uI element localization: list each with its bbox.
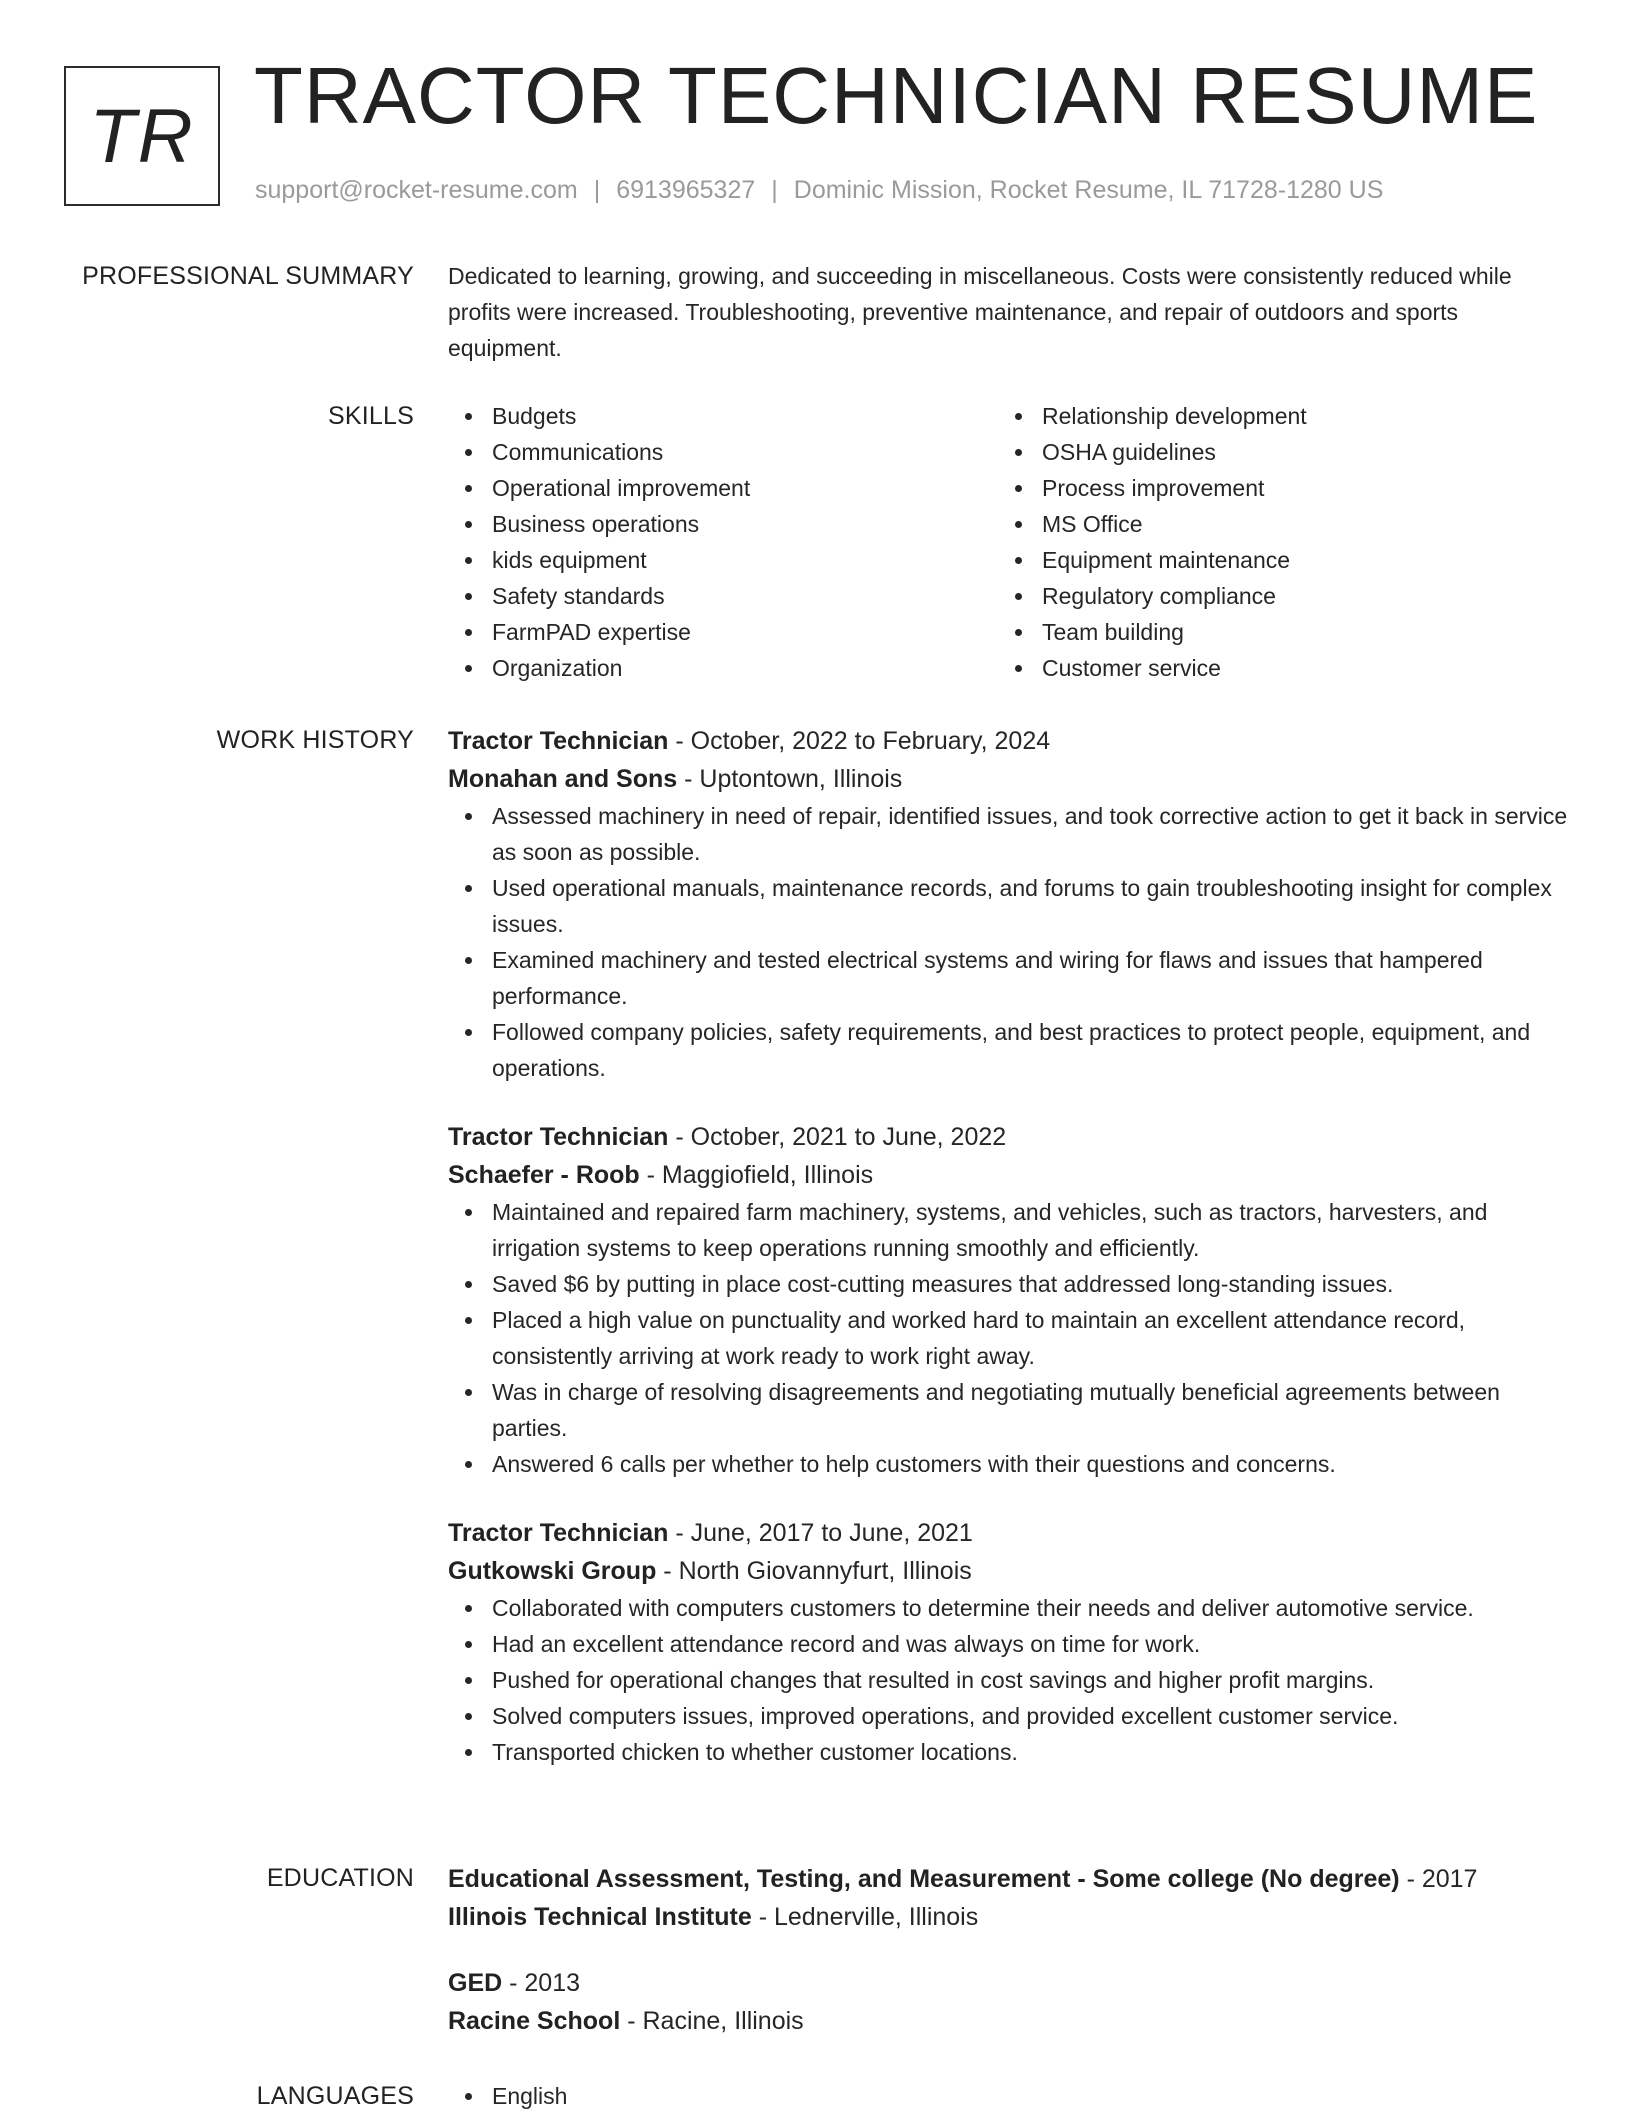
job-bullets — [448, 798, 1578, 1086]
job-location: - Maggiofield, Illinois — [639, 1161, 874, 1189]
section-label-skills: SKILLS — [328, 402, 414, 430]
job-company-line — [448, 1552, 1578, 1590]
skill-item: Communications — [448, 434, 998, 470]
skills-column-1 — [448, 398, 998, 686]
skill-item: Organization — [448, 650, 998, 686]
job-dates: - October, 2021 to June, 2022 — [668, 1123, 1007, 1151]
education-location: - Racine, Illinois — [620, 2007, 804, 2035]
job-bullet: Maintained and repaired farm machinery, systems, and vehicles, such as tractors, harvesters, and irrigation systems to keep operations running smoothly and efficiently. — [448, 1194, 1578, 1266]
job-bullet: Collaborated with computers customers to determine their needs and deliver automotive service. — [448, 1590, 1578, 1626]
job-location: - North Giovannyfurt, Illinois — [656, 1557, 972, 1585]
job-bullet: Pushed for operational changes that resulted in cost savings and higher profit margins. — [448, 1662, 1578, 1698]
job-title-line — [448, 1118, 1578, 1156]
job-location: - Uptontown, Illinois — [677, 765, 903, 793]
education-entry — [448, 1860, 1578, 1936]
summary-text: Dedicated to learning, growing, and succeeding in miscellaneous. Costs were consistently reduced while profits were increased. Troubleshooting, preventive maintenance, and repair of outdoors and sports equipment. — [448, 263, 1512, 361]
job-bullets — [448, 1194, 1578, 1482]
job-company: Schaefer - Roob — [448, 1161, 640, 1189]
page-title: TRACTOR TECHNICIAN RESUME — [254, 51, 1539, 140]
skill-item: Regulatory compliance — [998, 578, 1548, 614]
job-bullet: Examined machinery and tested electrical systems and wiring for flaws and issues that hampered performance. — [448, 942, 1578, 1014]
job-bullet: Answered 6 calls per whether to help customers with their questions and concerns. — [448, 1446, 1578, 1482]
job-bullet: Was in charge of resolving disagreements and negotiating mutually beneficial agreements between parties. — [448, 1374, 1578, 1446]
job-dates: - June, 2017 to June, 2021 — [668, 1519, 973, 1547]
education-year: - 2013 — [502, 1969, 581, 1997]
job-bullet: Saved $6 by putting in place cost-cutting measures that addressed long-standing issues. — [448, 1266, 1578, 1302]
job-title: Tractor Technician — [448, 1519, 669, 1547]
job-company: Monahan and Sons — [448, 765, 678, 793]
education-location: - Lednerville, Illinois — [751, 1903, 979, 1931]
job-bullet: Assessed machinery in need of repair, identified issues, and took corrective action to get it back in service as soon as possible. — [448, 798, 1578, 870]
section-label-work: WORK HISTORY — [216, 726, 414, 754]
job-bullets — [448, 1590, 1578, 1770]
job-title-line — [448, 722, 1578, 760]
job-entry — [448, 1514, 1578, 1770]
skill-item: Operational improvement — [448, 470, 998, 506]
contact-separator: | — [771, 176, 778, 204]
skills-column-2 — [998, 398, 1548, 686]
contact-separator: | — [593, 176, 601, 204]
skill-item: Team building — [998, 614, 1548, 650]
skill-item: FarmPAD expertise — [448, 614, 998, 650]
education-degree: GED — [448, 1969, 503, 1997]
skill-item: OSHA guidelines — [998, 434, 1548, 470]
monogram-text: TR — [89, 93, 195, 179]
education-year: - 2017 — [1399, 1865, 1478, 1893]
job-title: Tractor Technician — [448, 727, 669, 755]
skill-item: Equipment maintenance — [998, 542, 1548, 578]
job-company-line — [448, 760, 1578, 798]
job-bullet: Placed a high value on punctuality and worked hard to maintain an excellent attendance record, consistently arriving at work ready to work right away. — [448, 1302, 1578, 1374]
contact-line — [255, 176, 1383, 205]
job-company: Gutkowski Group — [448, 1557, 657, 1585]
language-item: English — [448, 2078, 1578, 2114]
job-title: Tractor Technician — [448, 1123, 669, 1151]
job-bullet: Used operational manuals, maintenance records, and forums to gain troubleshooting insight for complex issues. — [448, 870, 1578, 942]
contact-address: Dominic Mission, Rocket Resume, IL 71728-1280 US — [793, 176, 1384, 204]
job-bullet: Transported chicken to whether customer locations. — [448, 1734, 1578, 1770]
contact-email: support@rocket-resume.com — [255, 176, 578, 204]
skill-item: kids equipment — [448, 542, 998, 578]
job-title-line — [448, 1514, 1578, 1552]
section-label-summary: PROFESSIONAL SUMMARY — [82, 262, 414, 290]
skill-item: Process improvement — [998, 470, 1548, 506]
skill-item: Budgets — [448, 398, 998, 434]
education-school: Illinois Technical Institute — [448, 1903, 752, 1931]
education-degree-line — [448, 1860, 1578, 1898]
job-entry — [448, 722, 1578, 1086]
section-label-languages: LANGUAGES — [256, 2082, 414, 2110]
education-school-line — [448, 2002, 1578, 2040]
skill-item: Customer service — [998, 650, 1548, 686]
education-school-line — [448, 1898, 1578, 1936]
section-label-education: EDUCATION — [266, 1864, 414, 1892]
job-bullet: Had an excellent attendance record and was always on time for work. — [448, 1626, 1578, 1662]
languages-list — [448, 2078, 1578, 2114]
job-bullet: Followed company policies, safety requirements, and best practices to protect people, equipment, and operations. — [448, 1014, 1578, 1086]
skill-item: Business operations — [448, 506, 998, 542]
job-dates: - October, 2022 to February, 2024 — [668, 727, 1051, 755]
education-entry — [448, 1964, 1578, 2040]
job-bullet: Solved computers issues, improved operations, and provided excellent customer service. — [448, 1698, 1578, 1734]
contact-phone: 6913965327 — [616, 176, 756, 204]
education-degree-line — [448, 1964, 1578, 2002]
job-company-line — [448, 1156, 1578, 1194]
job-entry — [448, 1118, 1578, 1482]
education-school: Racine School — [448, 2007, 621, 2035]
monogram-badge — [64, 66, 220, 206]
education-degree: Educational Assessment, Testing, and Measurement - Some college (No degree) — [448, 1865, 1400, 1893]
skill-item: MS Office — [998, 506, 1548, 542]
skill-item: Relationship development — [998, 398, 1548, 434]
skill-item: Safety standards — [448, 578, 998, 614]
